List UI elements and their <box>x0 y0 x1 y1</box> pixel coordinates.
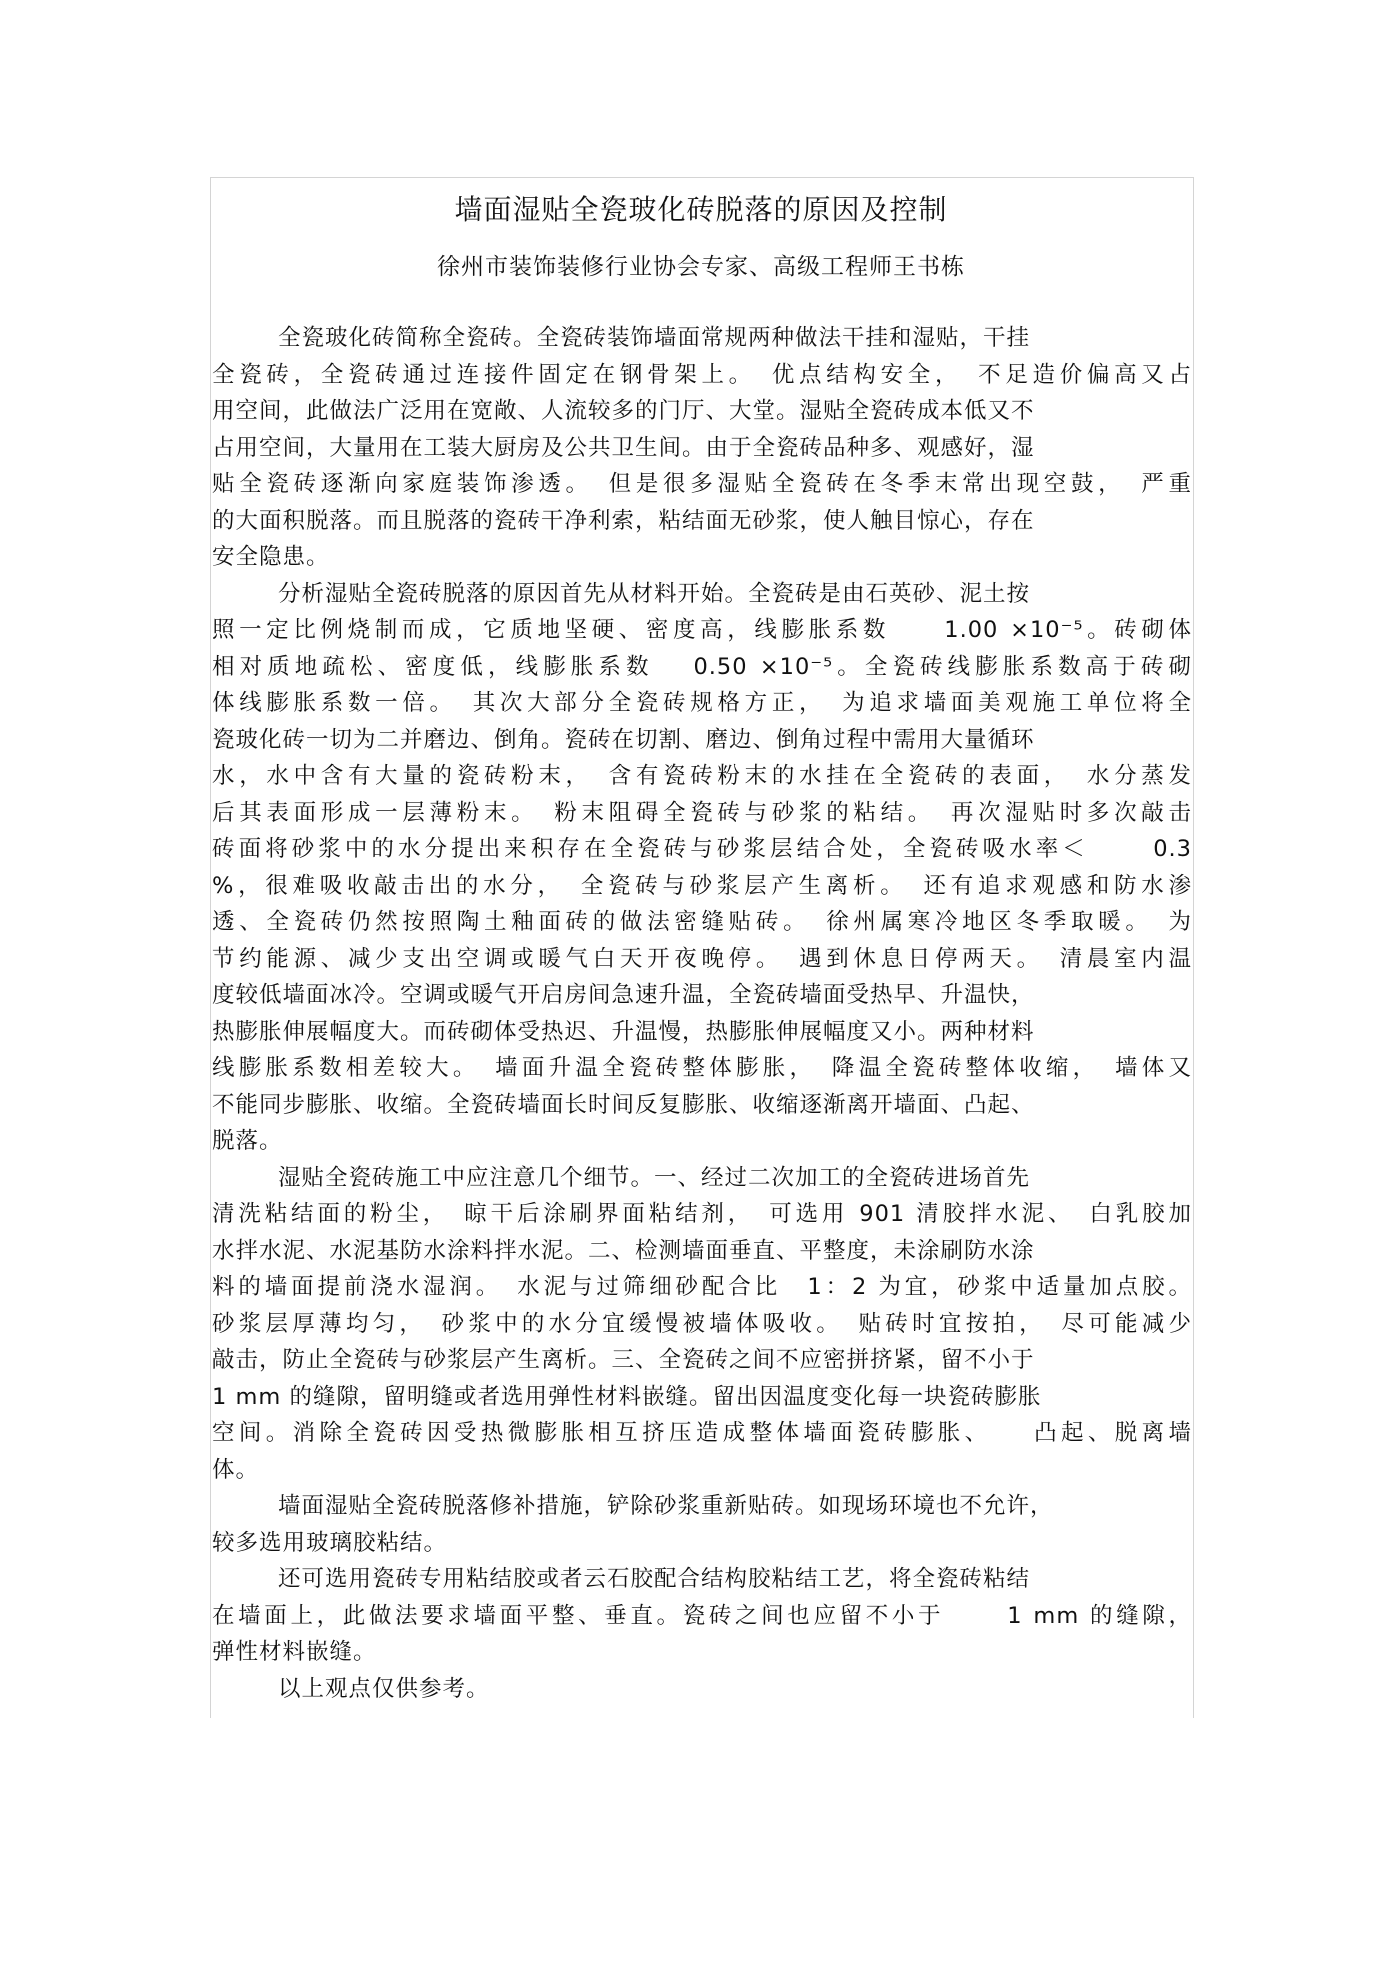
text-line: 水拌水泥、水泥基防水涂料拌水泥。二、检测墙面垂直、平整度，未涂刷防水涂 <box>212 1237 1035 1264</box>
text-line: 弹性材料嵌缝。 <box>212 1639 377 1665</box>
text-line: 透、全瓷砖仍然按照陶土釉面砖的做法密缝贴砖。 徐州属寒冷地区冬季取暖。 为 <box>212 909 1192 935</box>
text-line: 相对质地疏松、密度低，线膨胀系数 0.50 ×10⁻⁵。全瓷砖线膨胀系数高于砖砌 <box>212 653 1192 680</box>
text-line: %，很难吸收敲击出的水分， 全瓷砖与砂浆层产生离析。 还有追求观感和防水渗 <box>212 872 1192 899</box>
text-line: 清洗粘结面的粉尘， 晾干后涂刷界面粘结剂， 可选用 901 清胶拌水泥、 白乳胶加 <box>212 1201 1192 1227</box>
text-line: 砖面将砂浆中的水分提出来积存在全瓷砖与砂浆层结合处，全瓷砖吸水率＜ 0.3 <box>212 836 1192 862</box>
text-line: 度较低墙面冰冷。空调或暖气开启房间急速升温，全瓷砖墙面受热早、升温快， <box>212 982 1035 1008</box>
text-line: 还可选用瓷砖专用粘结胶或者云石胶配合结构胶粘结工艺，将全瓷砖粘结 <box>278 1566 1031 1592</box>
text-line: 在墙面上，此做法要求墙面平整、垂直。瓷砖之间也应留不小于 1 mm 的缝隙， <box>212 1602 1192 1629</box>
text-line: 线膨胀系数相差较大。 墙面升温全瓷砖整体膨胀， 降温全瓷砖整体收缩， 墙体又 <box>212 1055 1192 1081</box>
text-line: 体线膨胀系数一倍。 其次大部分全瓷砖规格方正， 为追求墙面美观施工单位将全 <box>212 690 1192 716</box>
text-line: 墙面湿贴全瓷砖脱落修补措施，铲除砂浆重新贴砖。如现场环境也不允许， <box>278 1493 1054 1519</box>
document-body <box>212 320 1192 1707</box>
text-line: 砂浆层厚薄均匀， 砂浆中的水分宜缓慢被墙体吸收。 贴砖时宜按拍， 尽可能减少 <box>212 1310 1192 1337</box>
text-line: 用空间，此做法广泛用在宽敞、人流较多的门厅、大堂。湿贴全瓷砖成本低又不 <box>212 398 1035 424</box>
text-line: 1 mm 的缝隙，留明缝或者选用弹性材料嵌缝。留出因温度变化每一块瓷砖膨胀 <box>212 1383 1042 1410</box>
text-line: 全瓷玻化砖简称全瓷砖。全瓷砖装饰墙面常规两种做法干挂和湿贴，干挂 <box>278 325 1031 351</box>
text-line: 的大面积脱落。而且脱落的瓷砖干净利索，粘结面无砂浆，使人触目惊心，存在 <box>212 507 1035 534</box>
text-line: 全瓷砖，全瓷砖通过连接件固定在钢骨架上。 优点结构安全， 不足造价偏高又占 <box>212 361 1192 388</box>
text-line: 节约能源、减少支出空调或暖气白天开夜晚停。 遇到休息日停两天。 清晨室内温 <box>212 945 1192 972</box>
text-line: 瓷玻化砖一切为二并磨边、倒角。瓷砖在切割、磨边、倒角过程中需用大量循环 <box>212 726 1035 753</box>
text-line: 热膨胀伸展幅度大。而砖砌体受热迟、升温慢，热膨胀伸展幅度又小。两种材料 <box>212 1018 1035 1045</box>
text-line: 以上观点仅供参考。 <box>278 1675 490 1702</box>
text-line: 贴全瓷砖逐渐向家庭装饰渗透。 但是很多湿贴全瓷砖在冬季末常出现空鼓， 严重 <box>212 471 1192 497</box>
document-byline: 徐州市装饰装修行业协会专家、高级工程师王书栋 <box>437 254 965 280</box>
text-line: 湿贴全瓷砖施工中应注意几个细节。一、经过二次加工的全瓷砖进场首先 <box>278 1164 1031 1191</box>
text-line: 分析湿贴全瓷砖脱落的原因首先从材料开始。全瓷砖是由石英砂、泥土按 <box>278 580 1031 607</box>
text-line: 后其表面形成一层薄粉末。 粉末阻碍全瓷砖与砂浆的粘结。 再次湿贴时多次敲击 <box>212 799 1192 826</box>
document-title: 墙面湿贴全瓷玻化砖脱落的原因及控制 <box>454 193 948 226</box>
text-line: 较多选用玻璃胶粘结。 <box>212 1529 448 1556</box>
text-line: 料的墙面提前浇水湿润。 水泥与过筛细砂配合比 1：2 为宜，砂浆中适量加点胶。 <box>212 1274 1192 1300</box>
text-line: 脱落。 <box>212 1128 283 1154</box>
text-line: 水，水中含有大量的瓷砖粉末， 含有瓷砖粉末的水挂在全瓷砖的表面， 水分蒸发 <box>212 763 1192 789</box>
text-line: 安全隐患。 <box>212 544 330 570</box>
text-line: 照一定比例烧制而成，它质地坚硬、密度高，线膨胀系数 1.00 ×10⁻⁵。砖砌体 <box>212 617 1192 643</box>
text-line: 占用空间，大量用在工装大厨房及公共卫生间。由于全瓷砖品种多、观感好，湿 <box>212 434 1035 461</box>
text-line: 敲击，防止全瓷砖与砂浆层产生离析。三、全瓷砖之间不应密拼挤紧，留不小于 <box>212 1347 1035 1373</box>
text-line: 体。 <box>212 1456 260 1483</box>
text-line: 空间。消除全瓷砖因受热微膨胀相互挤压造成整体墙面瓷砖膨胀、 凸起、脱离墙 <box>212 1420 1192 1446</box>
text-line: 不能同步膨胀、收缩。全瓷砖墙面长时间反复膨胀、收缩逐渐离开墙面、凸起、 <box>212 1091 1035 1118</box>
